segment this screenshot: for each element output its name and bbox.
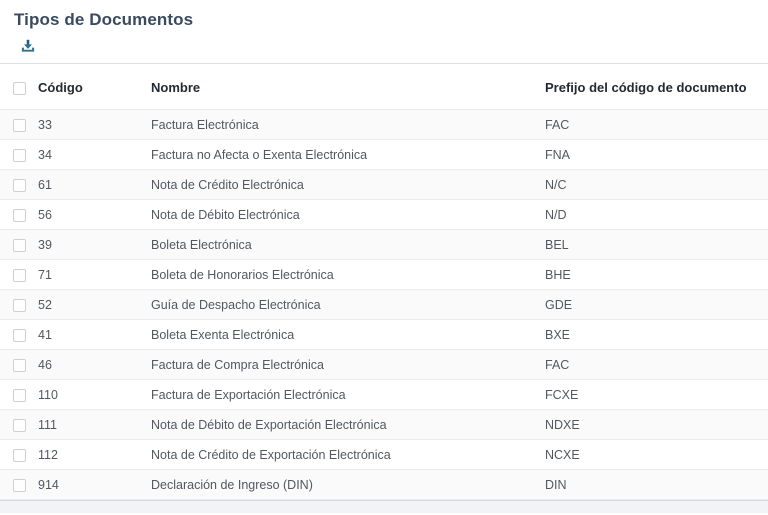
row-checkbox-cell [0,470,38,500]
table-row[interactable] [0,320,768,350]
select-all-cell [0,64,38,110]
row-checkbox[interactable] [13,119,26,132]
document-types-list [0,63,768,513]
cell-prefijo: N/C [545,170,768,200]
table-row[interactable] [0,230,768,260]
cell-nombre: Boleta de Honorarios Electrónica [151,260,545,290]
row-checkbox-cell [0,230,38,260]
table-row[interactable] [0,170,768,200]
cell-codigo: 111 [38,410,151,440]
row-checkbox-cell [0,110,38,140]
row-checkbox[interactable] [13,269,26,282]
column-header-nombre[interactable]: Nombre [151,64,545,110]
row-checkbox[interactable] [13,359,26,372]
column-header-codigo[interactable]: Código [38,64,151,110]
page-title: Tipos de Documentos [14,10,194,29]
cell-prefijo: FAC [545,110,768,140]
cell-nombre: Factura de Compra Electrónica [151,350,545,380]
row-checkbox[interactable] [13,149,26,162]
cell-prefijo: GDE [545,290,768,320]
download-button[interactable] [21,39,35,53]
row-checkbox[interactable] [13,479,26,492]
row-checkbox-cell [0,170,38,200]
document-types-table [0,64,768,500]
row-checkbox[interactable] [13,299,26,312]
cell-nombre: Nota de Crédito de Exportación Electrónica [151,440,545,470]
row-checkbox-cell [0,200,38,230]
cell-codigo: 110 [38,380,151,410]
table-row[interactable] [0,380,768,410]
cell-prefijo: NCXE [545,440,768,470]
cell-codigo: 41 [38,320,151,350]
table-footer [0,500,768,513]
table-row[interactable] [0,410,768,440]
cell-nombre: Nota de Débito Electrónica [151,200,545,230]
cell-codigo: 71 [38,260,151,290]
table-body [0,110,768,500]
cell-prefijo: FAC [545,350,768,380]
table-row[interactable] [0,200,768,230]
cell-nombre: Nota de Crédito Electrónica [151,170,545,200]
cell-nombre: Nota de Débito de Exportación Electrónica [151,410,545,440]
row-checkbox[interactable] [13,449,26,462]
cell-prefijo: FCXE [545,380,768,410]
cell-codigo: 39 [38,230,151,260]
cell-nombre: Boleta Exenta Electrónica [151,320,545,350]
table-row[interactable] [0,440,768,470]
row-checkbox-cell [0,140,38,170]
table-head [0,64,768,110]
column-header-prefijo[interactable]: Prefijo del código de documento [545,64,768,110]
cell-nombre: Factura Electrónica [151,110,545,140]
cell-codigo: 914 [38,470,151,500]
cell-codigo: 52 [38,290,151,320]
row-checkbox-cell [0,410,38,440]
row-checkbox-cell [0,380,38,410]
cell-nombre: Declaración de Ingreso (DIN) [151,470,545,500]
cell-prefijo: N/D [545,200,768,230]
cell-prefijo: DIN [545,470,768,500]
row-checkbox-cell [0,440,38,470]
cell-prefijo: BXE [545,320,768,350]
cell-prefijo: BHE [545,260,768,290]
row-checkbox-cell [0,290,38,320]
row-checkbox[interactable] [13,179,26,192]
row-checkbox[interactable] [13,239,26,252]
row-checkbox-cell [0,350,38,380]
cell-nombre: Factura de Exportación Electrónica [151,380,545,410]
cell-codigo: 34 [38,140,151,170]
toolbar [21,39,768,55]
row-checkbox-cell [0,320,38,350]
cell-codigo: 33 [38,110,151,140]
select-all-checkbox[interactable] [13,82,26,95]
row-checkbox[interactable] [13,329,26,342]
row-checkbox[interactable] [13,389,26,402]
cell-prefijo: BEL [545,230,768,260]
cell-codigo: 61 [38,170,151,200]
row-checkbox[interactable] [13,209,26,222]
table-row[interactable] [0,290,768,320]
cell-codigo: 46 [38,350,151,380]
row-checkbox-cell [0,260,38,290]
cell-prefijo: FNA [545,140,768,170]
table-row[interactable] [0,350,768,380]
cell-nombre: Factura no Afecta o Exenta Electrónica [151,140,545,170]
cell-codigo: 56 [38,200,151,230]
header-row [0,64,768,110]
row-checkbox[interactable] [13,419,26,432]
table-row[interactable] [0,260,768,290]
cell-codigo: 112 [38,440,151,470]
download-icon [21,40,35,57]
cell-prefijo: NDXE [545,410,768,440]
cell-nombre: Boleta Electrónica [151,230,545,260]
table-row[interactable] [0,110,768,140]
table-row[interactable] [0,140,768,170]
cell-nombre: Guía de Despacho Electrónica [151,290,545,320]
table-row[interactable] [0,470,768,500]
